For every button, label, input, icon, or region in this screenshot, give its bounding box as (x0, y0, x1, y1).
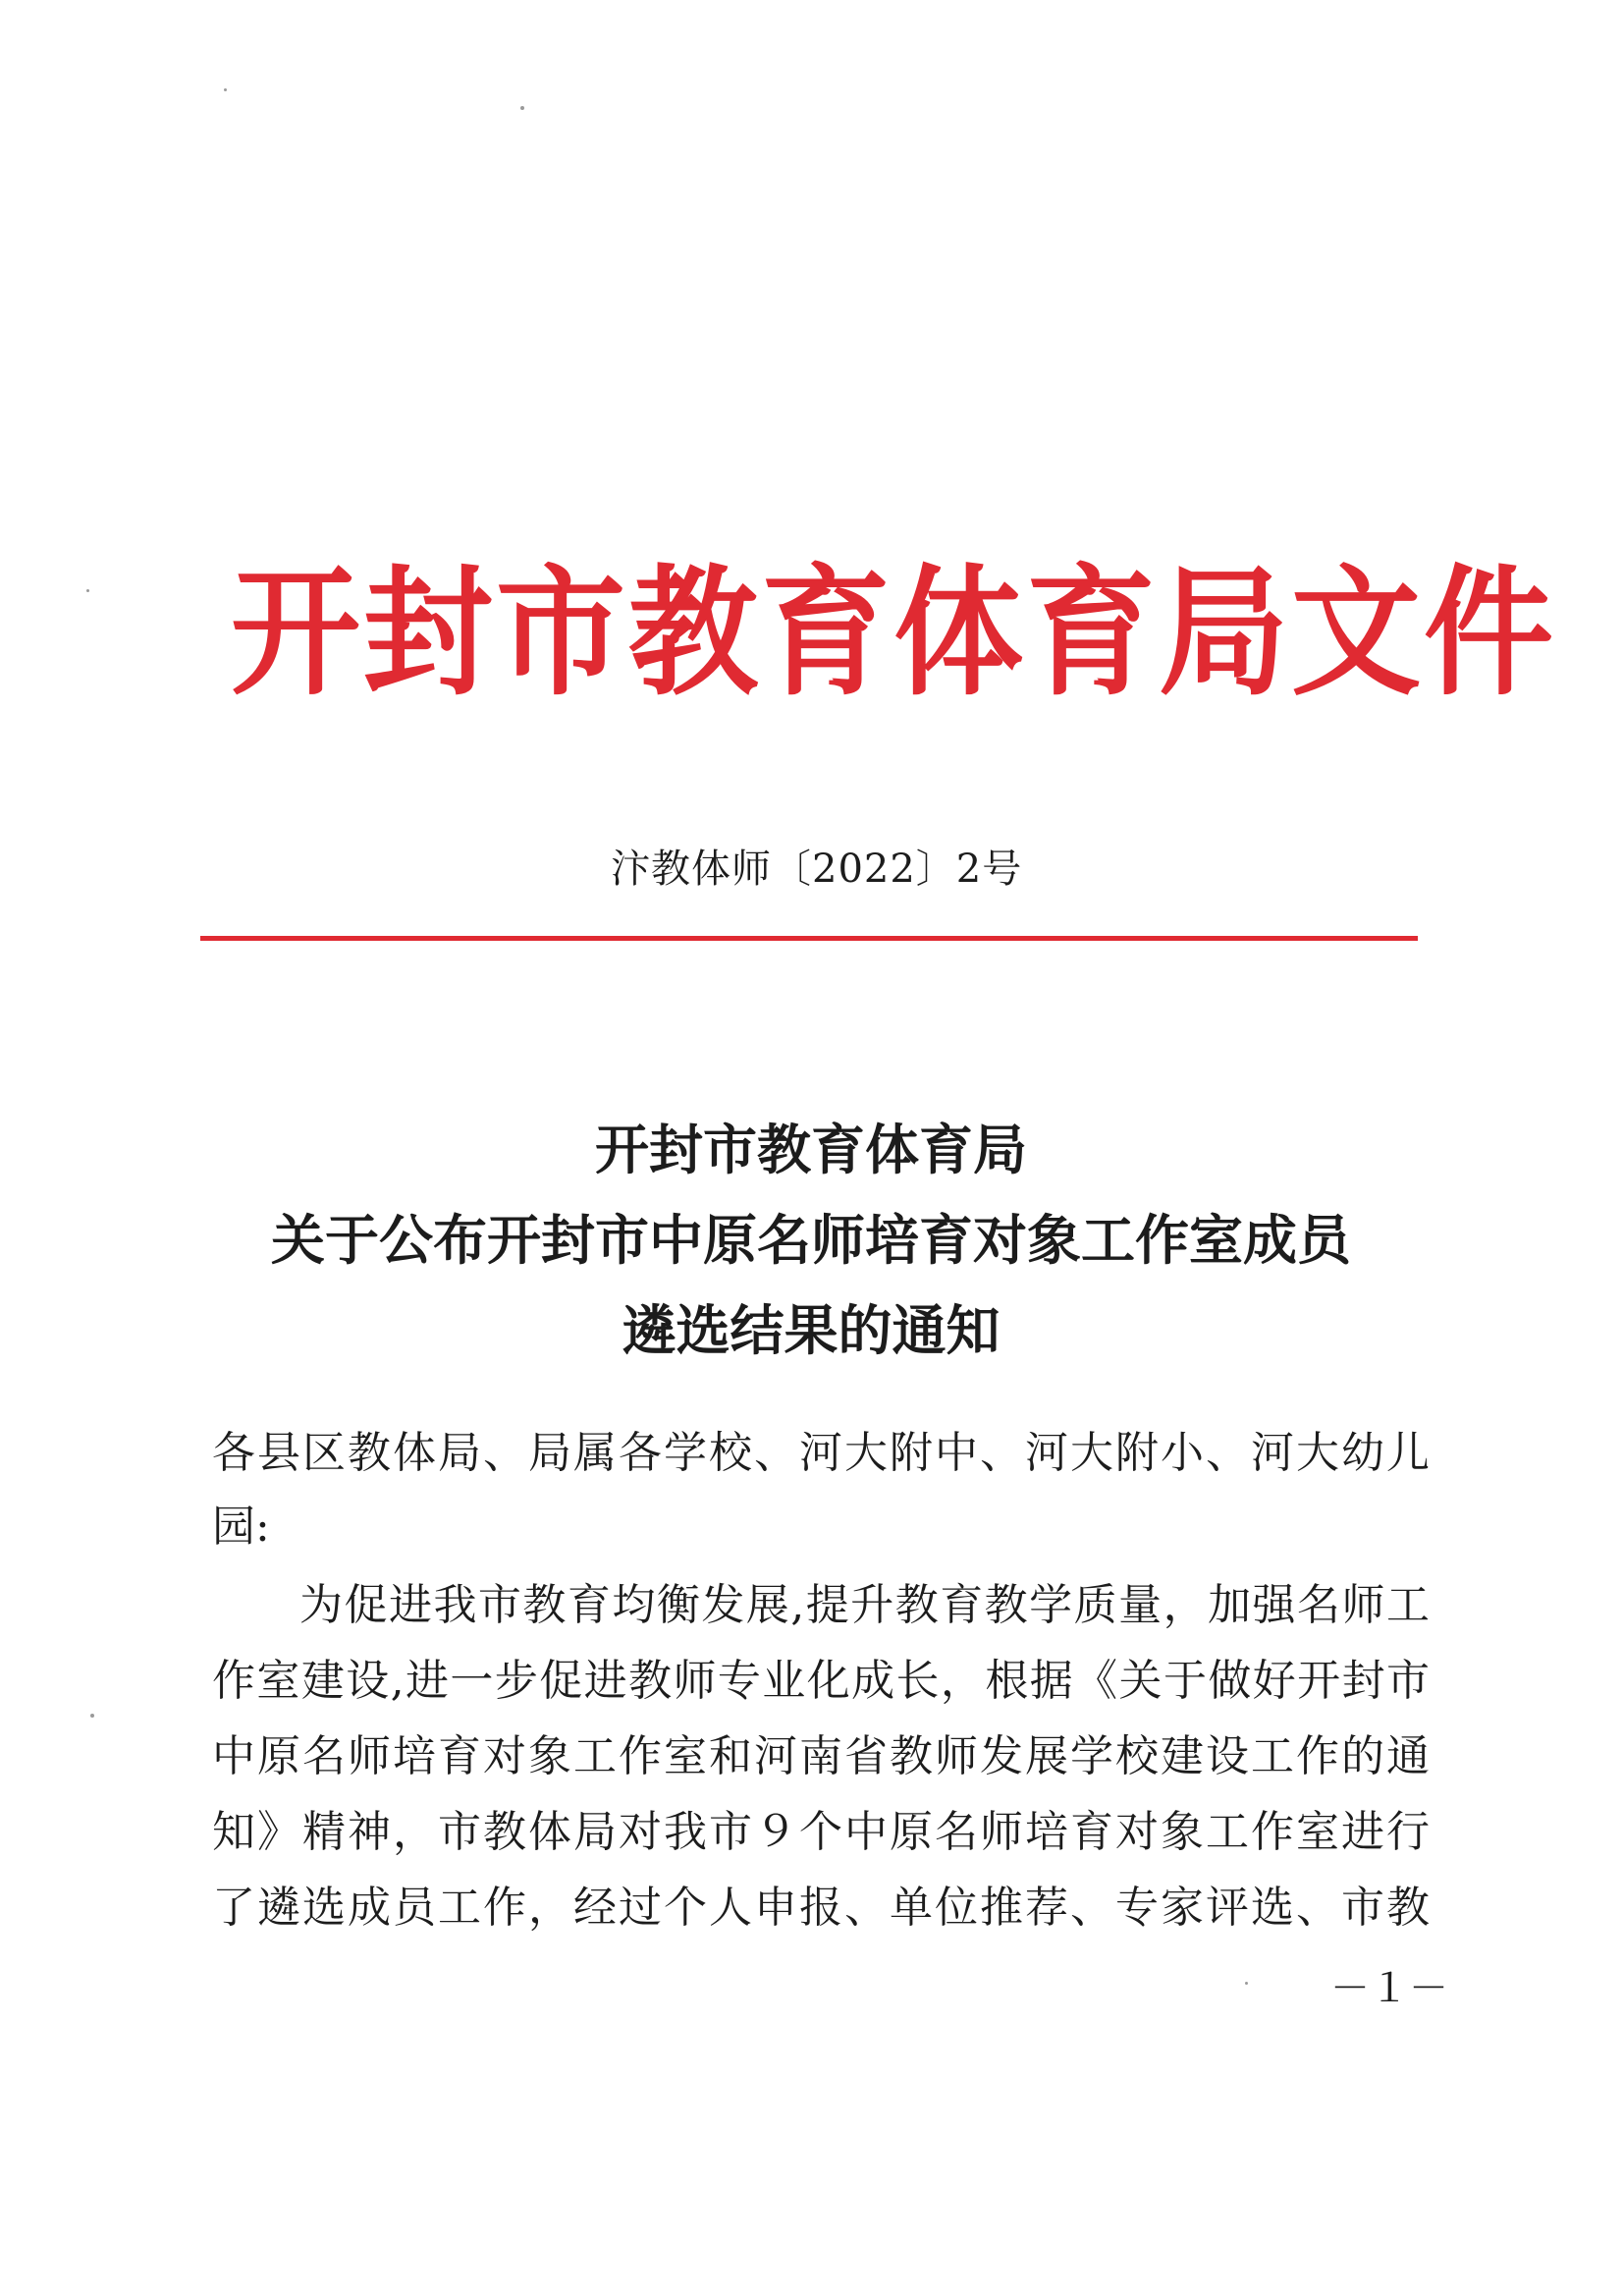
scan-speck (1245, 1982, 1248, 1985)
scan-speck (90, 1714, 94, 1718)
paragraph-line-2: 作室建设,进一步促进教师专业化成长，根据《关于做好开封市 (212, 1656, 1430, 1706)
title-line-2: 关于公布开封市中原名师培育对象工作室成员 (270, 1208, 1351, 1272)
addressee-line-2: 园: (212, 1502, 270, 1552)
scan-speck (520, 106, 524, 110)
red-divider-line (200, 936, 1418, 941)
issuer-banner: 开封市教育体育局文件 (231, 552, 1556, 716)
document-number: 汴教体师〔2022〕2号 (611, 847, 1023, 892)
title-line-3: 遴选结果的通知 (622, 1298, 1001, 1362)
paragraph-line-5: 了遴选成员工作，经过个人申报、单位推荐、专家评选、市教 (212, 1883, 1430, 1933)
paragraph-line-3: 中原名师培育对象工作室和河南省教师发展学校建设工作的通 (212, 1731, 1430, 1781)
paragraph-line-1: 为促进我市教育均衡发展,提升教育教学质量，加强名师工 (299, 1580, 1430, 1630)
document-title (196, 1105, 1426, 1376)
title-line-1: 开封市教育体育局 (594, 1118, 1027, 1181)
scan-speck (224, 88, 227, 91)
paragraph-line-4: 知》精神，市教体局对我市９个中原名师培育对象工作室进行 (212, 1807, 1430, 1857)
addressee-line-1: 各县区教体局、局属各学校、河大附中、河大附小、河大幼儿 (212, 1428, 1430, 1478)
page-number: －１－ (1330, 1966, 1448, 2011)
scan-speck (86, 589, 89, 592)
